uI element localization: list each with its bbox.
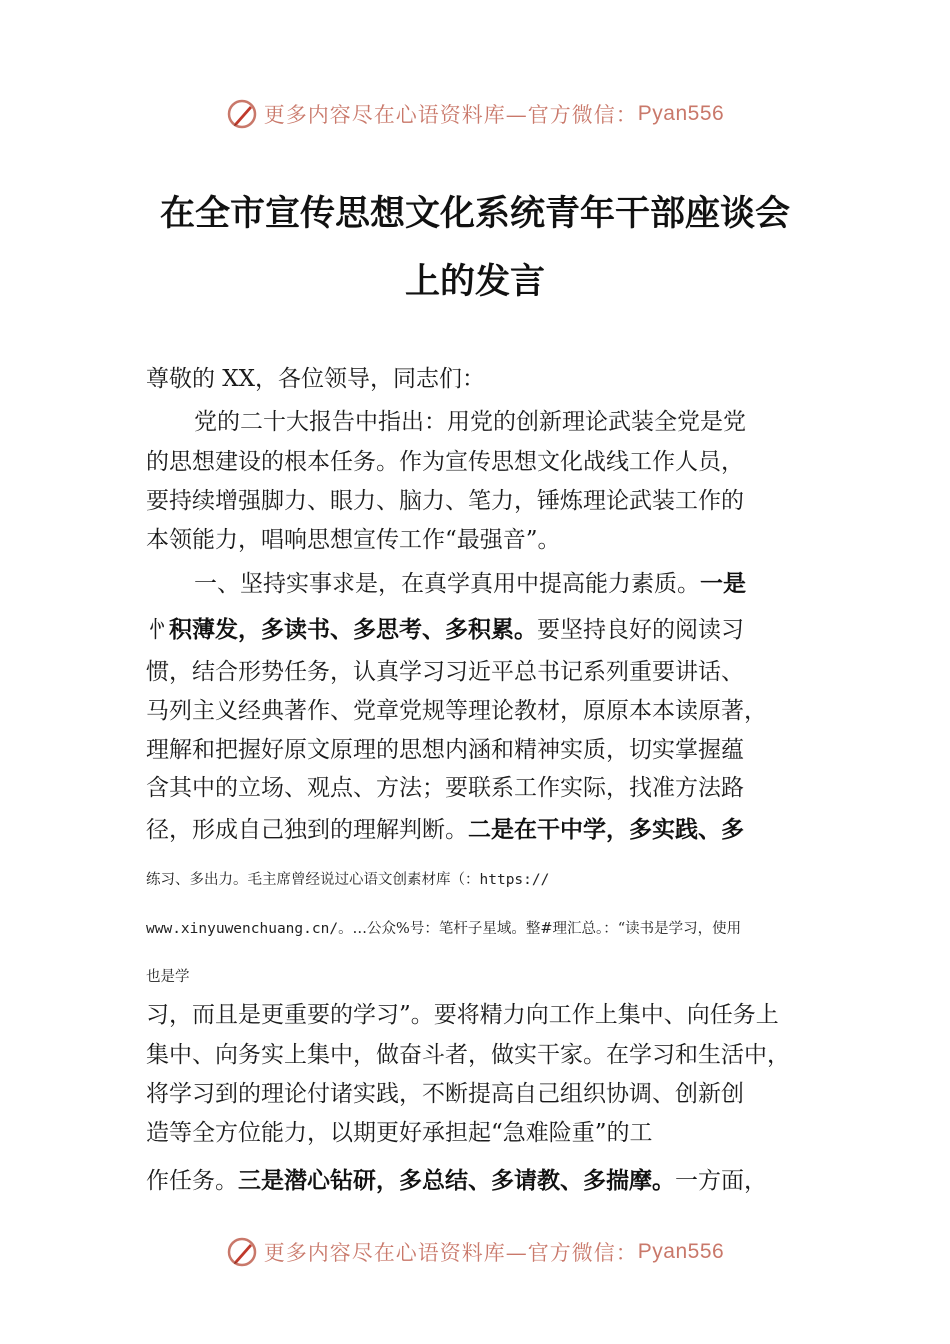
paragraph-line: 要持续增强脚力、眼力、脑力、笔力，锤炼理论武装工作的 [146, 488, 744, 514]
paragraph-line [146, 811, 744, 844]
pen-logo-icon [226, 98, 258, 130]
note-text: 练习、多出力。毛主席曾经说过心语文创素材库（： [146, 872, 480, 888]
rare-glyph: 㣺 [146, 617, 169, 643]
paragraph-line: 党的二十大报告中指出：用党的创新理论武装全党是党 [194, 409, 746, 435]
bold-point: 一是 [700, 571, 746, 597]
paragraph-line: 将学习到的理论付诸实践，不断提高自己组织协调、创新创 [146, 1081, 744, 1107]
paragraph-text: 径，形成自己独到的理解判断。 [146, 817, 468, 843]
paragraph-line: 本领能力，唱响思想宣传工作“最强音”。 [146, 527, 561, 553]
paragraph-line: 集中、向务实上集中，做奋斗者，做实干家。在学习和生活中， [146, 1042, 790, 1068]
paragraph-text: 一方面， [675, 1168, 767, 1194]
note-url: https:// [479, 872, 550, 888]
bold-point: 三是潜心钻研，多总结、多请教、多揣摩。 [238, 1168, 675, 1194]
bold-point: 积薄发，多读书、多思考、多积累。 [169, 617, 537, 643]
paragraph-line: 马列主义经典著作、党章党规等理论教材，原原本本读原著， [146, 698, 767, 724]
banner-text: 更多内容尽在心语资料库—官方微信： [263, 1241, 638, 1265]
banner-wechat-id: Pyan556 [637, 102, 725, 125]
document-title-line-2: 上的发言 [404, 262, 545, 302]
paragraph-text: 作任务。 [146, 1168, 238, 1194]
paragraph-line [194, 565, 746, 598]
inserted-note-line [146, 868, 549, 889]
paragraph-line: 理解和把握好原文原理的思想内涵和精神实质，切实掌握蕴 [146, 737, 744, 763]
note-url: www.xinyuwenchuang.cn/ [146, 921, 339, 937]
header-banner [0, 94, 950, 134]
section-heading: 一、坚持实事求是，在真学真用中提高能力素质。 [194, 571, 700, 597]
pen-logo-icon [226, 1236, 258, 1268]
paragraph-text: 要坚持良好的阅读习 [537, 617, 744, 643]
greeting: 尊敬的 XX，各位领导，同志们： [146, 366, 486, 392]
banner-text: 更多内容尽在心语资料库—官方微信： [263, 103, 638, 127]
paragraph-line: 的思想建设的根本任务。作为宣传思想文化战线工作人员， [146, 449, 744, 475]
bold-point: 二是在干中学，多实践、多 [468, 817, 744, 843]
inserted-note-line [146, 917, 741, 938]
paragraph-line: 造等全方位能力，以期更好承担起“急难险重”的工 [146, 1120, 653, 1146]
document-title-line-1: 在全市宣传思想文化系统青年干部座谈会 [159, 194, 790, 234]
paragraph-line: 习，而且是更重要的学习”。要将精力向工作上集中、向任务上 [146, 1002, 779, 1028]
footer-banner [0, 1232, 950, 1272]
note-text: 。…公众%号：笔杆子星域。整#理汇总。：“读书是学习，使用 [338, 921, 742, 937]
paragraph-line [146, 611, 744, 644]
paragraph-line [146, 1162, 767, 1195]
paragraph-line: 含其中的立场、观点、方法；要联系工作实际，找准方法路 [146, 775, 744, 801]
paragraph-line: 惯，结合形势任务，认真学习习近平总书记系列重要讲话、 [146, 659, 744, 685]
banner-wechat-id: Pyan556 [637, 1240, 725, 1263]
inserted-note-line: 也是学 [146, 969, 190, 985]
